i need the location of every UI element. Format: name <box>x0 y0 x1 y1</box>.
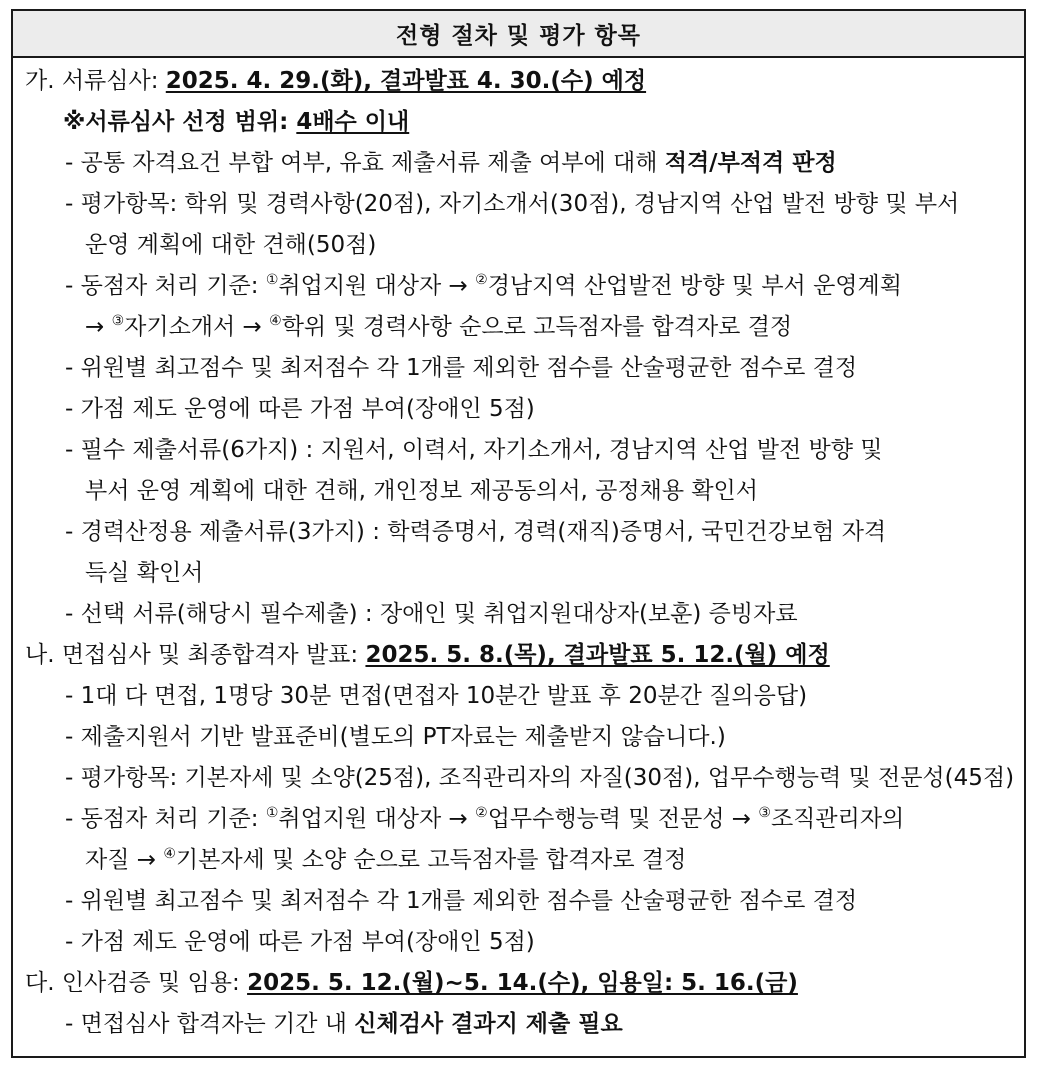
list-item-continuation <box>25 307 1014 348</box>
section-interview-header <box>25 635 1014 676</box>
list-item-continuation: 운영 계획에 대한 견해(50점) <box>85 232 377 258</box>
item-text: 학위 및 경력사항 순으로 고득점자를 합격자로 결정 <box>281 314 793 340</box>
section-document-screening-header <box>25 61 1014 102</box>
item-text: 기본자세 및 소양 순으로 고득점자를 합격자로 결정 <box>175 847 687 873</box>
order-marker: ② <box>475 805 488 821</box>
order-marker: ③ <box>111 313 125 329</box>
list-item: - 제출지원서 기반 발표준비(별도의 PT자료는 제출받지 않습니다.) <box>65 724 726 750</box>
item-emphasis: 적격/부적격 판정 <box>664 150 837 176</box>
order-marker: ① <box>265 805 279 821</box>
item-text: 경남지역 산업발전 방향 및 부서 운영계획 <box>487 273 902 299</box>
order-marker: ① <box>265 272 279 288</box>
item-text: - 면접심사 합격자는 기간 내 <box>65 1011 355 1037</box>
item-text: 취업지원 대상자 → <box>278 273 476 299</box>
list-item: - 가점 제도 운영에 따른 가점 부여(장애인 5점) <box>65 396 535 422</box>
item-text: - 동점자 처리 기준: <box>65 806 266 832</box>
list-item: - 경력산정용 제출서류(3가지) : 학력증명서, 경력(재직)증명서, 국민건강보험 자격 <box>65 519 887 545</box>
item-text: 취업지원 대상자 → <box>278 806 476 832</box>
item-text: 자기소개서 → <box>124 314 270 340</box>
section-label: 나. 면접심사 및 최종합격자 발표: <box>25 642 366 668</box>
list-item: - 위원별 최고점수 및 최저점수 각 1개를 제외한 점수를 산술평균한 점수로 결정 <box>65 355 858 381</box>
order-marker: ④ <box>163 846 176 862</box>
order-marker: ② <box>475 272 488 288</box>
list-item: - 선택 서류(해당시 필수제출) : 장애인 및 취업지원대상자(보훈) 증빙자료 <box>65 601 798 627</box>
selection-range-note <box>25 102 1014 143</box>
table-body <box>13 58 1024 1045</box>
item-text: - 동점자 처리 기준: <box>65 273 266 299</box>
list-item <box>25 143 1014 184</box>
schedule-text: 2025. 5. 12.(월)~5. 14.(수), 임용일: 5. 16.(금) <box>247 970 798 996</box>
section-label: 다. 인사검증 및 임용: <box>25 970 248 996</box>
item-text: 업무수행능력 및 전문성 → <box>487 806 759 832</box>
evaluation-procedure-table <box>11 9 1026 1058</box>
schedule-text: 2025. 4. 29.(화), 결과발표 4. 30.(수) 예정 <box>165 68 647 94</box>
item-text: - 공통 자격요건 부합 여부, 유효 제출서류 제출 여부에 대해 <box>65 150 665 176</box>
note-label: ※서류심사 선정 범위: <box>63 109 297 135</box>
list-item: - 가점 제도 운영에 따른 가점 부여(장애인 5점) <box>65 929 535 955</box>
section-label: 가. 서류심사: <box>25 68 166 94</box>
list-item <box>25 799 1014 840</box>
order-marker: ④ <box>269 313 282 329</box>
order-marker: ③ <box>758 805 771 821</box>
item-emphasis: 신체검사 결과지 제출 필요 <box>354 1011 623 1037</box>
section-verification-header <box>25 963 1014 1004</box>
list-item <box>25 1004 1014 1045</box>
list-item: - 필수 제출서류(6가지) : 지원서, 이력서, 자기소개서, 경남지역 산업 발전 방향 및 <box>65 437 883 463</box>
list-item-continuation: 부서 운영 계획에 대한 견해, 개인정보 제공동의서, 공정채용 확인서 <box>85 478 758 504</box>
list-item <box>25 266 1014 307</box>
item-text: 자질 → <box>85 847 164 873</box>
list-item: - 1대 다 면접, 1명당 30분 면접(면접자 10분간 발표 후 20분간 질의응답) <box>65 683 808 709</box>
schedule-text: 2025. 5. 8.(목), 결과발표 5. 12.(월) 예정 <box>365 642 830 668</box>
item-text: → <box>85 314 112 340</box>
item-text: 조직관리자의 <box>770 806 905 832</box>
table-title: 전형 절차 및 평가 항목 <box>13 11 1024 58</box>
list-item: - 평가항목: 학위 및 경력사항(20점), 자기소개서(30점), 경남지역 산업 발전 방향 및 부서 <box>65 191 960 217</box>
list-item: - 평가항목: 기본자세 및 소양(25점), 조직관리자의 자질(30점), 업무수행능력 및 전문성(45점) <box>65 765 1014 791</box>
list-item-continuation <box>25 840 1014 881</box>
list-item: - 위원별 최고점수 및 최저점수 각 1개를 제외한 점수를 산술평균한 점수로 결정 <box>65 888 858 914</box>
list-item-continuation: 득실 확인서 <box>85 560 204 586</box>
note-value: 4배수 이내 <box>296 109 410 135</box>
